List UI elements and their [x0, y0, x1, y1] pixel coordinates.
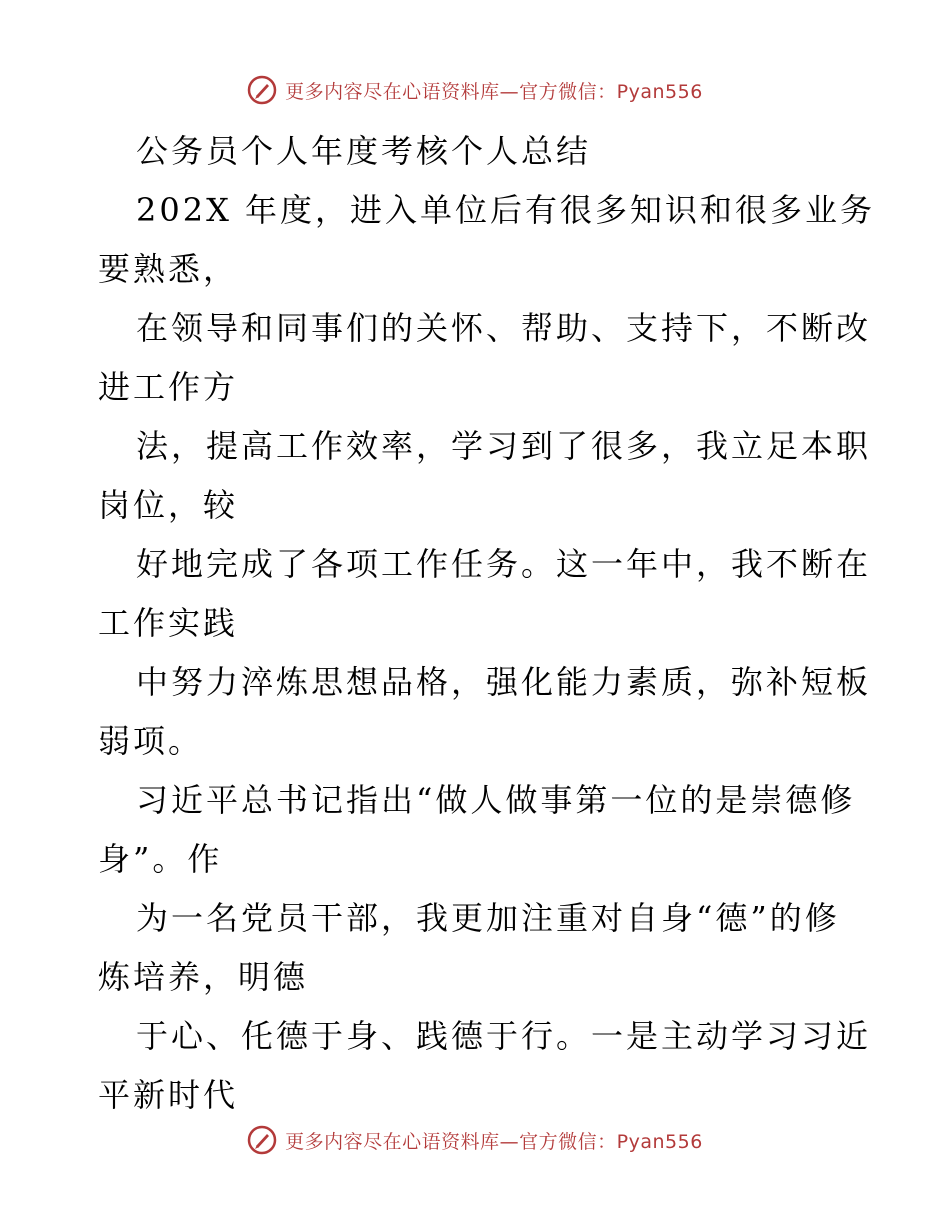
paragraph-line: 炼培养，明德	[98, 958, 309, 996]
paragraph-line: 于心、仛德于身、践德于行。一是主动学习习近	[136, 1017, 872, 1055]
paragraph-line: 工作实践	[98, 604, 239, 642]
paragraph-line: 弱项。	[98, 722, 204, 760]
header-banner-text: 更多内容尽在心语资料库—官方微信：Pyan556	[285, 80, 703, 103]
paragraph-line: 好地完成了各项工作任务。这一年中，我不断在	[136, 545, 872, 583]
paragraph-line: 为一名党员干部，我更加注重对自身“德”的修	[136, 899, 840, 937]
paragraph-line: 岗位，较	[98, 486, 239, 524]
quill-pen-logo-icon	[247, 1125, 277, 1155]
document-title: 公务员个人年度考核个人总结	[136, 132, 592, 170]
paragraph-line: 在领导和同事们的关怀、帮助、支持下，不断改	[136, 309, 872, 347]
paragraph-line: 202X 年度，进入单位后有很多知识和很多业务	[136, 191, 876, 229]
document-body	[98, 122, 876, 1125]
footer-banner-text: 更多内容尽在心语资料库—官方微信：Pyan556	[285, 1130, 703, 1153]
footer-banner	[0, 1120, 950, 1160]
quill-pen-logo-icon	[247, 75, 277, 105]
paragraph-line: 身”。作	[98, 840, 223, 878]
paragraph-line: 中努力淬炼思想品格，强化能力素质，弥补短板	[136, 663, 872, 701]
paragraph-line: 习近平总书记指出“做人做事第一位的是崇德修	[136, 781, 856, 819]
header-banner	[0, 70, 950, 110]
paragraph-line: 法，提高工作效率，学习到了很多，我立足本职	[136, 427, 872, 465]
paragraph-line: 要熟悉，	[98, 250, 239, 288]
paragraph-line: 平新时代	[98, 1076, 239, 1114]
paragraph-line: 进工作方	[98, 368, 239, 406]
